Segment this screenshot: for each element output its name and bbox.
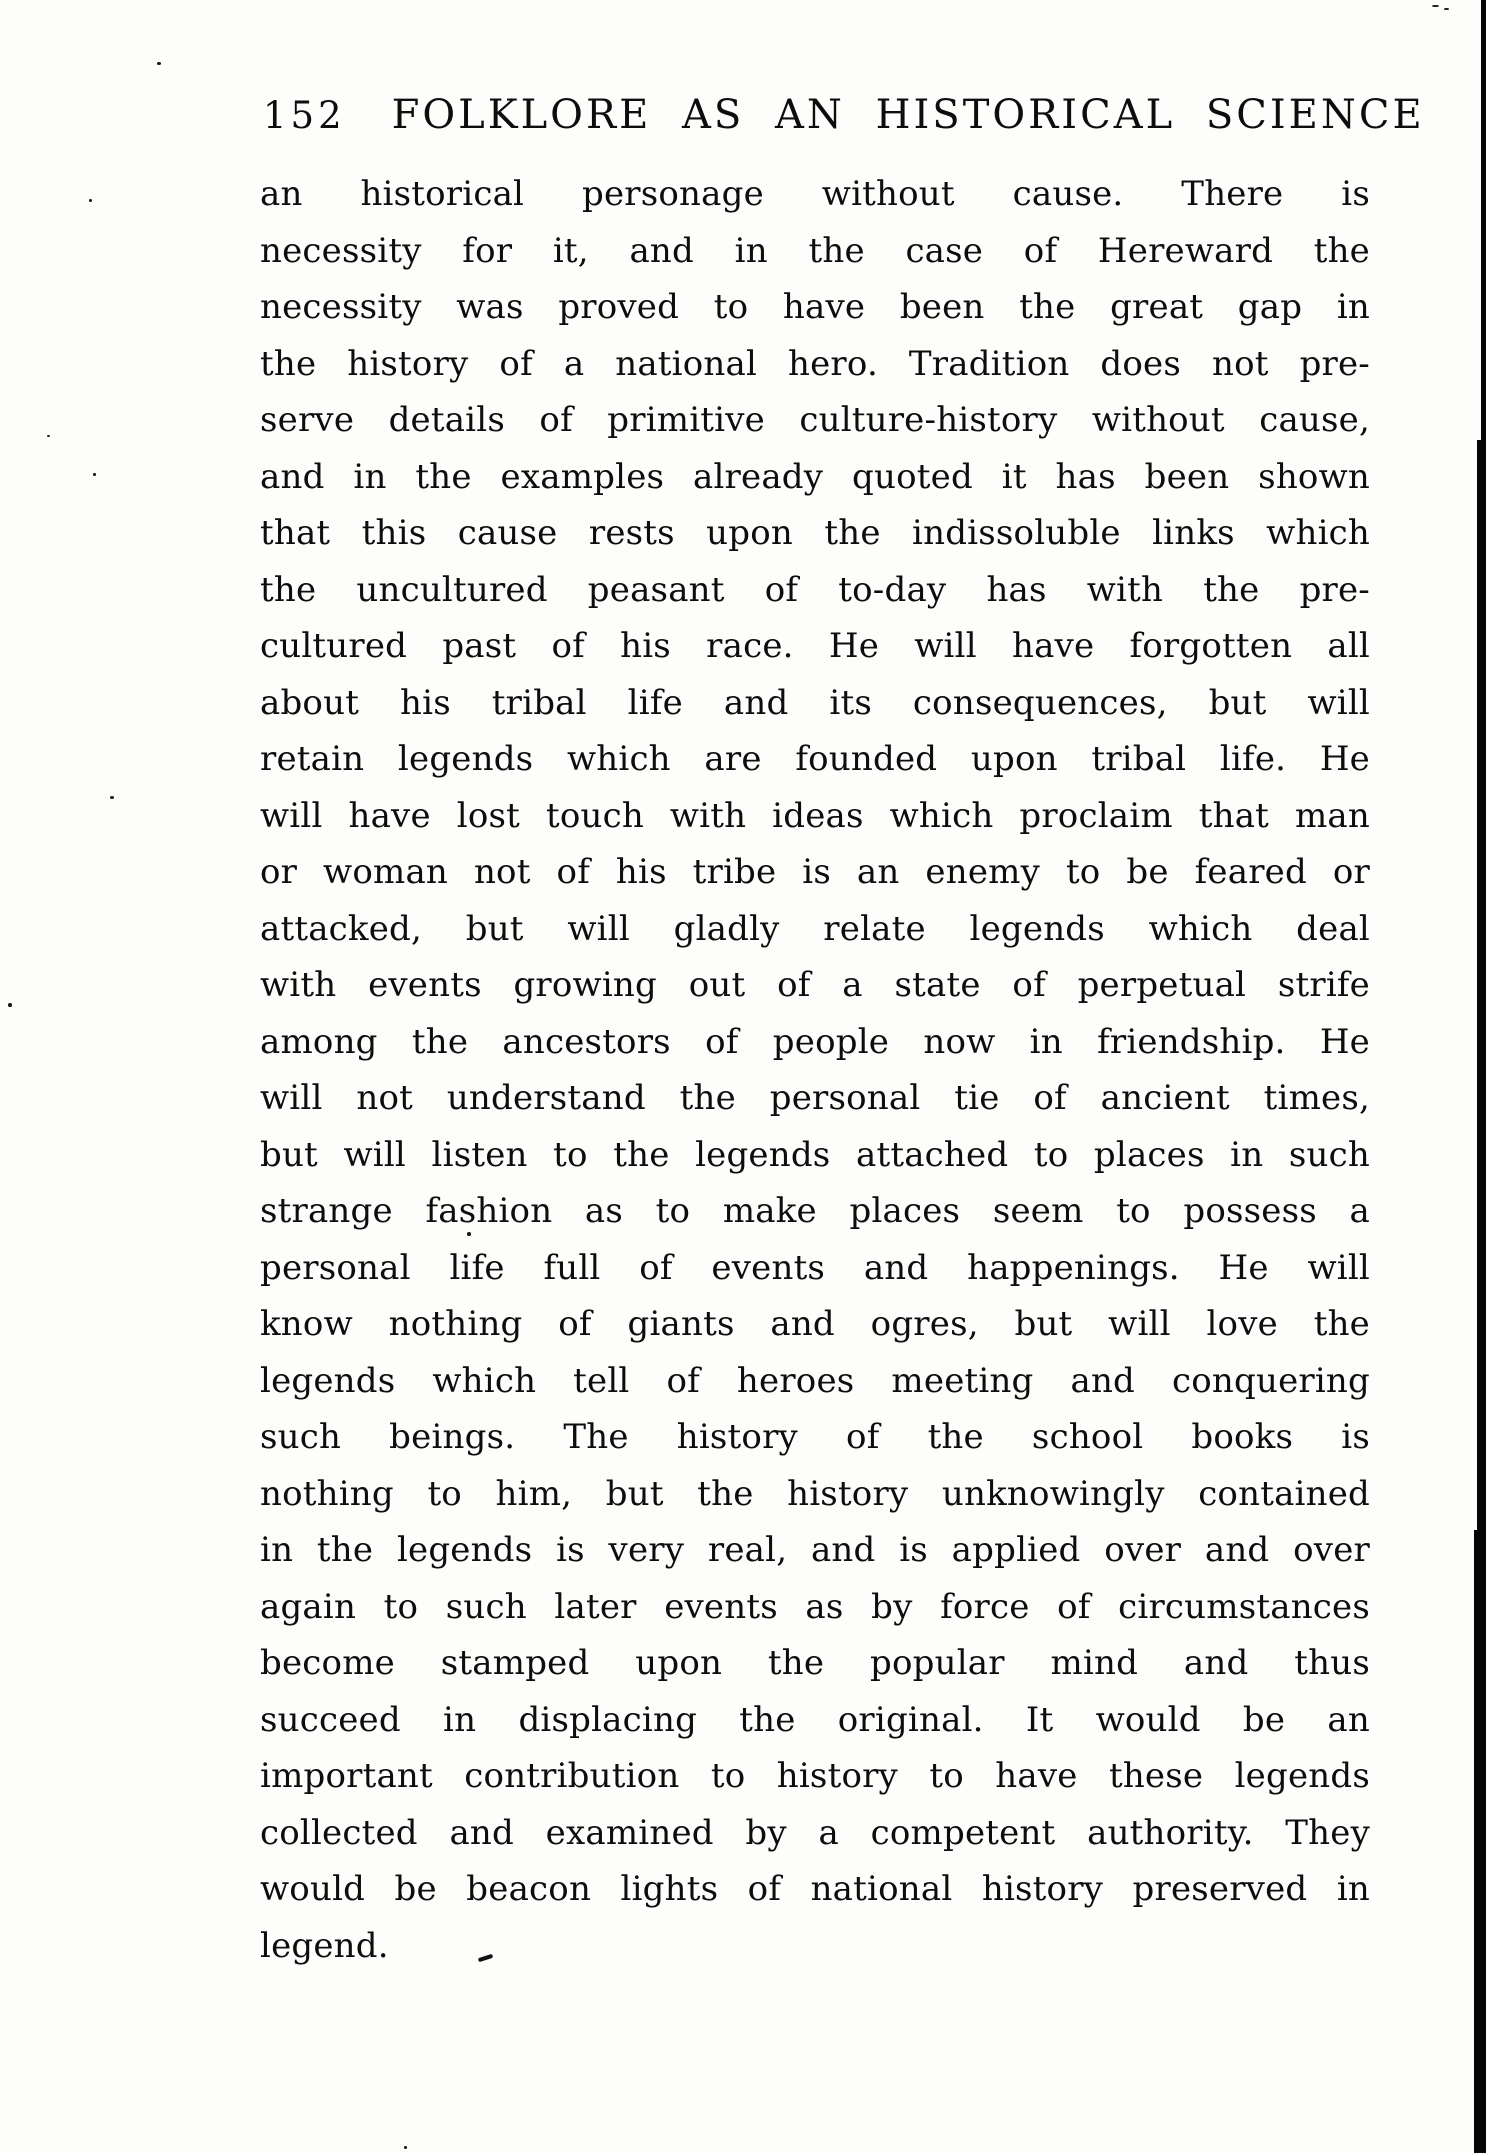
text-line: nothing to him, but the history unknowingly contained	[260, 1473, 1370, 1514]
text-line: important contribution to history to have these legends	[260, 1756, 1370, 1796]
scan-speck	[110, 796, 114, 799]
scan-speck	[93, 473, 96, 476]
text-line: will not understand the personal tie of ancient times,	[260, 1078, 1370, 1118]
text-line: attacked, but will gladly relate legends which deal	[260, 908, 1370, 949]
text-line: such beings. The history of the school books is	[260, 1417, 1370, 1457]
text-line: legend.	[260, 1925, 389, 1966]
text-line: and in the examples already quoted it has been shown	[260, 456, 1370, 497]
text-line: strange fashion as to make places seem to possess a	[260, 1191, 1370, 1231]
text-line: collected and examined by a competent authority. They	[260, 1812, 1370, 1853]
scan-speck	[89, 199, 92, 202]
text-line: would be beacon lights of national history preserved in	[260, 1869, 1370, 1909]
scan-speck	[1444, 8, 1449, 10]
text-line: necessity for it, and in the case of Hereward the	[260, 230, 1370, 271]
scan-speck	[467, 1232, 471, 1236]
body-text	[260, 166, 1370, 1974]
scan-speck	[157, 62, 161, 65]
text-line: will have lost touch with ideas which proclaim that man	[260, 795, 1370, 836]
text-line: in the legends is very real, and is applied over and over	[260, 1530, 1370, 1570]
page-number: 152	[263, 94, 346, 137]
text-line: legends which tell of heroes meeting and conquering	[260, 1360, 1370, 1401]
text-line: about his tribal life and its consequences, but will	[260, 682, 1370, 723]
text-line: serve details of primitive culture-history without cause,	[260, 400, 1370, 440]
text-line: succeed in displacing the original. It would be an	[260, 1699, 1370, 1740]
text-line: or woman not of his tribe is an enemy to be feared or	[260, 852, 1370, 892]
running-title: FOLKLORE AS AN HISTORICAL SCIENCE	[391, 92, 1425, 138]
scan-edge-bar	[1481, 0, 1486, 470]
scan-speck	[8, 1003, 12, 1007]
text-line: know nothing of giants and ogres, but will love the	[260, 1304, 1370, 1344]
scan-speck	[47, 435, 50, 437]
text-line: cultured past of his race. He will have forgotten all	[260, 626, 1370, 666]
text-line: personal life full of events and happenings. He will	[260, 1247, 1370, 1288]
text-line: but will listen to the legends attached to places in such	[260, 1134, 1370, 1175]
text-line: retain legends which are founded upon tribal life. He	[260, 739, 1370, 779]
text-line: the uncultured peasant of to-day has with the pre-	[260, 569, 1370, 610]
text-line: with events growing out of a state of perpetual strife	[260, 965, 1370, 1005]
page-header	[263, 92, 1425, 138]
text-line: again to such later events as by force of circumstances	[260, 1586, 1370, 1627]
text-line: the history of a national hero. Tradition does not pre-	[260, 343, 1370, 384]
scan-edge-bar	[1474, 1530, 1486, 2153]
text-line: necessity was proved to have been the great gap in	[260, 287, 1370, 327]
scan-speck	[1432, 5, 1439, 7]
text-line: among the ancestors of people now in friendship. He	[260, 1021, 1370, 1062]
scan-speck	[404, 2146, 407, 2149]
text-line: become stamped upon the popular mind and thus	[260, 1643, 1370, 1683]
text-line: that this cause rests upon the indissoluble links which	[260, 513, 1370, 553]
text-line: an historical personage without cause. There is	[260, 174, 1370, 214]
